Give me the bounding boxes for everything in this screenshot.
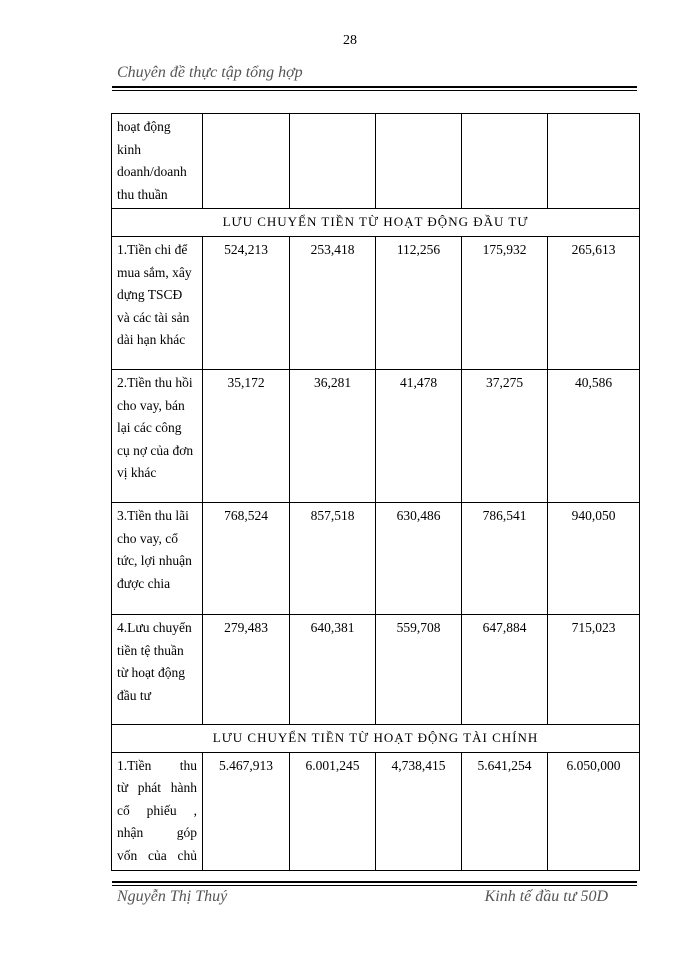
table-cell: 6.001,245 bbox=[290, 752, 376, 870]
table-cell bbox=[290, 114, 376, 209]
table-cell: 524,213 bbox=[203, 236, 290, 369]
table-cell: 175,932 bbox=[462, 236, 548, 369]
row-label: 4.Lưu chuyển tiền tệ thuần từ hoạt động đầu tư bbox=[112, 614, 203, 724]
table-cell: 5.641,254 bbox=[462, 752, 548, 870]
table-cell bbox=[462, 114, 548, 209]
table-cell: 5.467,913 bbox=[203, 752, 290, 870]
header-rule bbox=[112, 86, 637, 88]
table-cell: 112,256 bbox=[376, 236, 462, 369]
table-cell: 786,541 bbox=[462, 502, 548, 614]
table-cell: 715,023 bbox=[548, 614, 640, 724]
header-title: Chuyên đề thực tập tổng hợp bbox=[117, 64, 303, 81]
table-cell: 35,172 bbox=[203, 369, 290, 502]
row-label: 1.Tiền chi để mua sắm, xây dựng TSCĐ và các tài sản dài hạn khác bbox=[112, 236, 203, 369]
table-cell: 857,518 bbox=[290, 502, 376, 614]
table-cell: 768,524 bbox=[203, 502, 290, 614]
table-cell: 36,281 bbox=[290, 369, 376, 502]
label-line: vốn của chủ bbox=[117, 847, 197, 863]
table-row bbox=[112, 614, 640, 724]
table-cell bbox=[376, 114, 462, 209]
row-label: hoạt động kinh doanh/doanh thu thuần bbox=[112, 114, 203, 209]
row-label: 2.Tiền thu hồi cho vay, bán lại các công cụ nợ của đơn vị khác bbox=[112, 369, 203, 502]
section-row bbox=[112, 209, 640, 237]
label-line: 1.Tiền thu bbox=[117, 757, 197, 773]
table-cell: 640,381 bbox=[290, 614, 376, 724]
page-number: 28 bbox=[343, 33, 357, 48]
table-row bbox=[112, 752, 640, 870]
table-row bbox=[112, 502, 640, 614]
table-row bbox=[112, 236, 640, 369]
label-line: nhận góp bbox=[117, 825, 197, 841]
table-cell: 6.050,000 bbox=[548, 752, 640, 870]
table-row bbox=[112, 114, 640, 209]
table-cell: 647,884 bbox=[462, 614, 548, 724]
table-cell: 37,275 bbox=[462, 369, 548, 502]
table-cell: 4,738,415 bbox=[376, 752, 462, 870]
table-cell: 279,483 bbox=[203, 614, 290, 724]
row-label bbox=[112, 752, 203, 870]
table-cell: 940,050 bbox=[548, 502, 640, 614]
table-row bbox=[112, 369, 640, 502]
footer-rule-thin bbox=[112, 885, 637, 886]
table-cell: 559,708 bbox=[376, 614, 462, 724]
header-rule-thin bbox=[112, 90, 637, 91]
footer-class: Kinh tế đầu tư 50D bbox=[484, 888, 608, 905]
table-cell: 630,486 bbox=[376, 502, 462, 614]
table-cell: 253,418 bbox=[290, 236, 376, 369]
table-cell: 265,613 bbox=[548, 236, 640, 369]
table-cell bbox=[548, 114, 640, 209]
footer-author: Nguyễn Thị Thuý bbox=[117, 888, 228, 905]
label-line: từ phát hành bbox=[117, 780, 197, 796]
label-line: cổ phiếu , bbox=[117, 802, 197, 818]
cash-flow-table bbox=[111, 113, 640, 871]
table-cell: 40,586 bbox=[548, 369, 640, 502]
section-row bbox=[112, 724, 640, 752]
table-cell bbox=[203, 114, 290, 209]
section-heading-investing: LƯU CHUYỂN TIỀN TỪ HOẠT ĐỘNG ĐẦU TƯ bbox=[112, 209, 640, 237]
table-cell: 41,478 bbox=[376, 369, 462, 502]
footer-rule bbox=[112, 881, 637, 883]
row-label: 3.Tiền thu lãi cho vay, cổ tức, lợi nhuận được chia bbox=[112, 502, 203, 614]
section-heading-financing: LƯU CHUYỂN TIỀN TỪ HOẠT ĐỘNG TÀI CHÍNH bbox=[112, 724, 640, 752]
